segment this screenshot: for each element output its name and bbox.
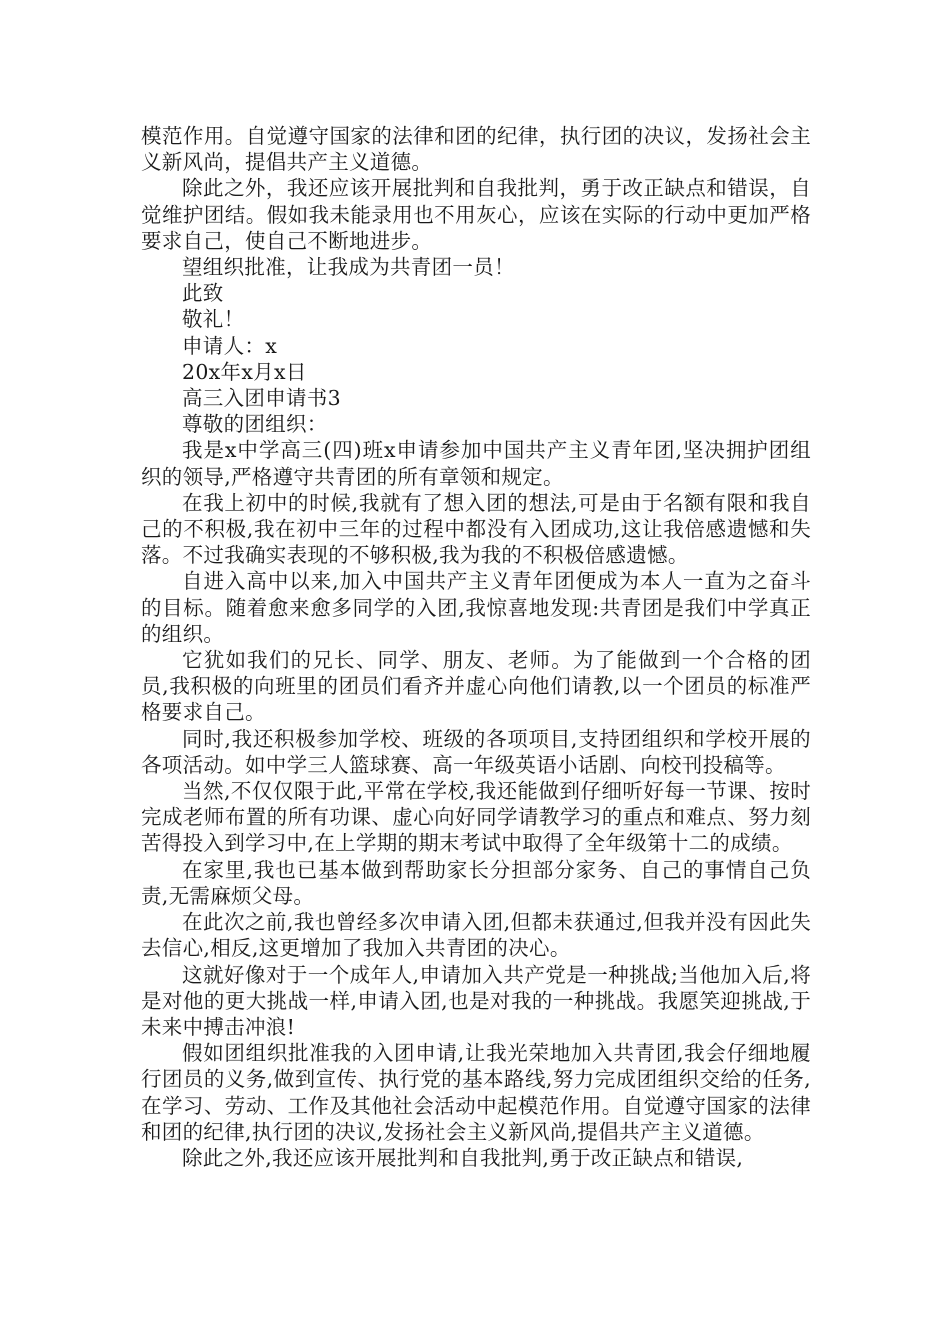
section-title: 高三入团申请书3 — [182, 386, 341, 411]
date-line: 20x年x月x日 — [182, 359, 307, 384]
paragraph-intro: 我是x中学高三(四)班x申请参加中国共产主义青年团,坚决拥护团组织的领导,严格遵守共青团的所有章领和规定。 — [141, 438, 811, 489]
closing-request: 望组织批准，让我成为共青团一员！ — [182, 255, 515, 280]
paragraph-challenge: 这就好像对于一个成年人,申请加入共产党是一种挑战;当他加入后,将是对他的更大挑战一样,申请入团,也是对我的一种挑战。我愿笑迎挑战,于未来中搏击冲浪! — [141, 962, 811, 1039]
paragraph-home: 在家里,我也已基本做到帮助家长分担部分家务、自己的事情自己负责,无需麻烦父母。 — [141, 857, 811, 908]
paragraph-previous-attempts: 在此次之前,我也曾经多次申请入团,但都未获通过,但我并没有因此失去信心,相反,这更增加了我加入共青团的决心。 — [141, 910, 811, 961]
paragraph-study: 当然,不仅仅限于此,平常在学校,我还能做到仔细听好每一节课、按时完成老师布置的所有功课、虚心向好同学请教学习的重点和难点、努力刻苦得投入到学习中,在上学期的期末考试中取得了全年级第十二的成绩。 — [141, 779, 811, 856]
paragraph-senior-high: 自进入高中以来,加入中国共产主义青年团便成为本人一直为之奋斗的目标。随着愈来愈多同学的入团,我惊喜地发现:共青团是我们中学真正的组织。 — [141, 569, 811, 646]
greeting-line: 尊敬的团组织： — [182, 412, 328, 437]
paragraph-2: 除此之外，我还应该开展批判和自我批判，勇于改正缺点和错误，自觉维护团结。假如我未能录用也不用灰心，应该在实际的行动中更加严格要求自己，使自己不断地进步。 — [141, 176, 811, 253]
salutation-ci-zhi: 此致 — [182, 281, 224, 306]
paragraph-activities: 同时,我还积极参加学校、班级的各项项目,支持团组织和学校开展的各项活动。如中学三人篮球赛、高一年级英语小话剧、向校刊投稿等。 — [141, 726, 811, 777]
paragraph-commitment: 假如团组织批准我的入团申请,让我光荣地加入共青团,我会仔细地履行团员的义务,做到宣传、执行党的基本路线,努力完成团组织交给的任务,在学习、劳动、工作及其他社会活动中起模范作用。自觉遵守国家的法律和团的纪律,执行团的决议,发扬社会主义新风尚,提倡共产主义道德。 — [141, 1041, 811, 1144]
paragraph-self-criticism: 除此之外,我还应该开展批判和自我批判,勇于改正缺点和错误, — [182, 1145, 744, 1170]
salutation-jing-li: 敬礼！ — [182, 307, 245, 332]
paragraph-1: 模范作用。自觉遵守国家的法律和团的纪律，执行团的决议，发扬社会主义新风尚，提倡共产主义道德。 — [141, 124, 811, 175]
applicant-line: 申请人：x — [182, 333, 278, 358]
document-page — [141, 123, 811, 1171]
paragraph-role-model: 它犹如我们的兄长、同学、朋友、老师。为了能做到一个合格的团员,我积极的向班里的团员们看齐并虚心向他们请教,以一个团员的标准严格要求自己。 — [141, 648, 811, 725]
paragraph-junior-high: 在我上初中的时候,我就有了想入团的想法,可是由于名额有限和我自己的不积极,我在初中三年的过程中都没有入团成功,这让我倍感遗憾和失落。不过我确实表现的不够积极,我为我的不积极倍感遗憾。 — [141, 490, 811, 568]
